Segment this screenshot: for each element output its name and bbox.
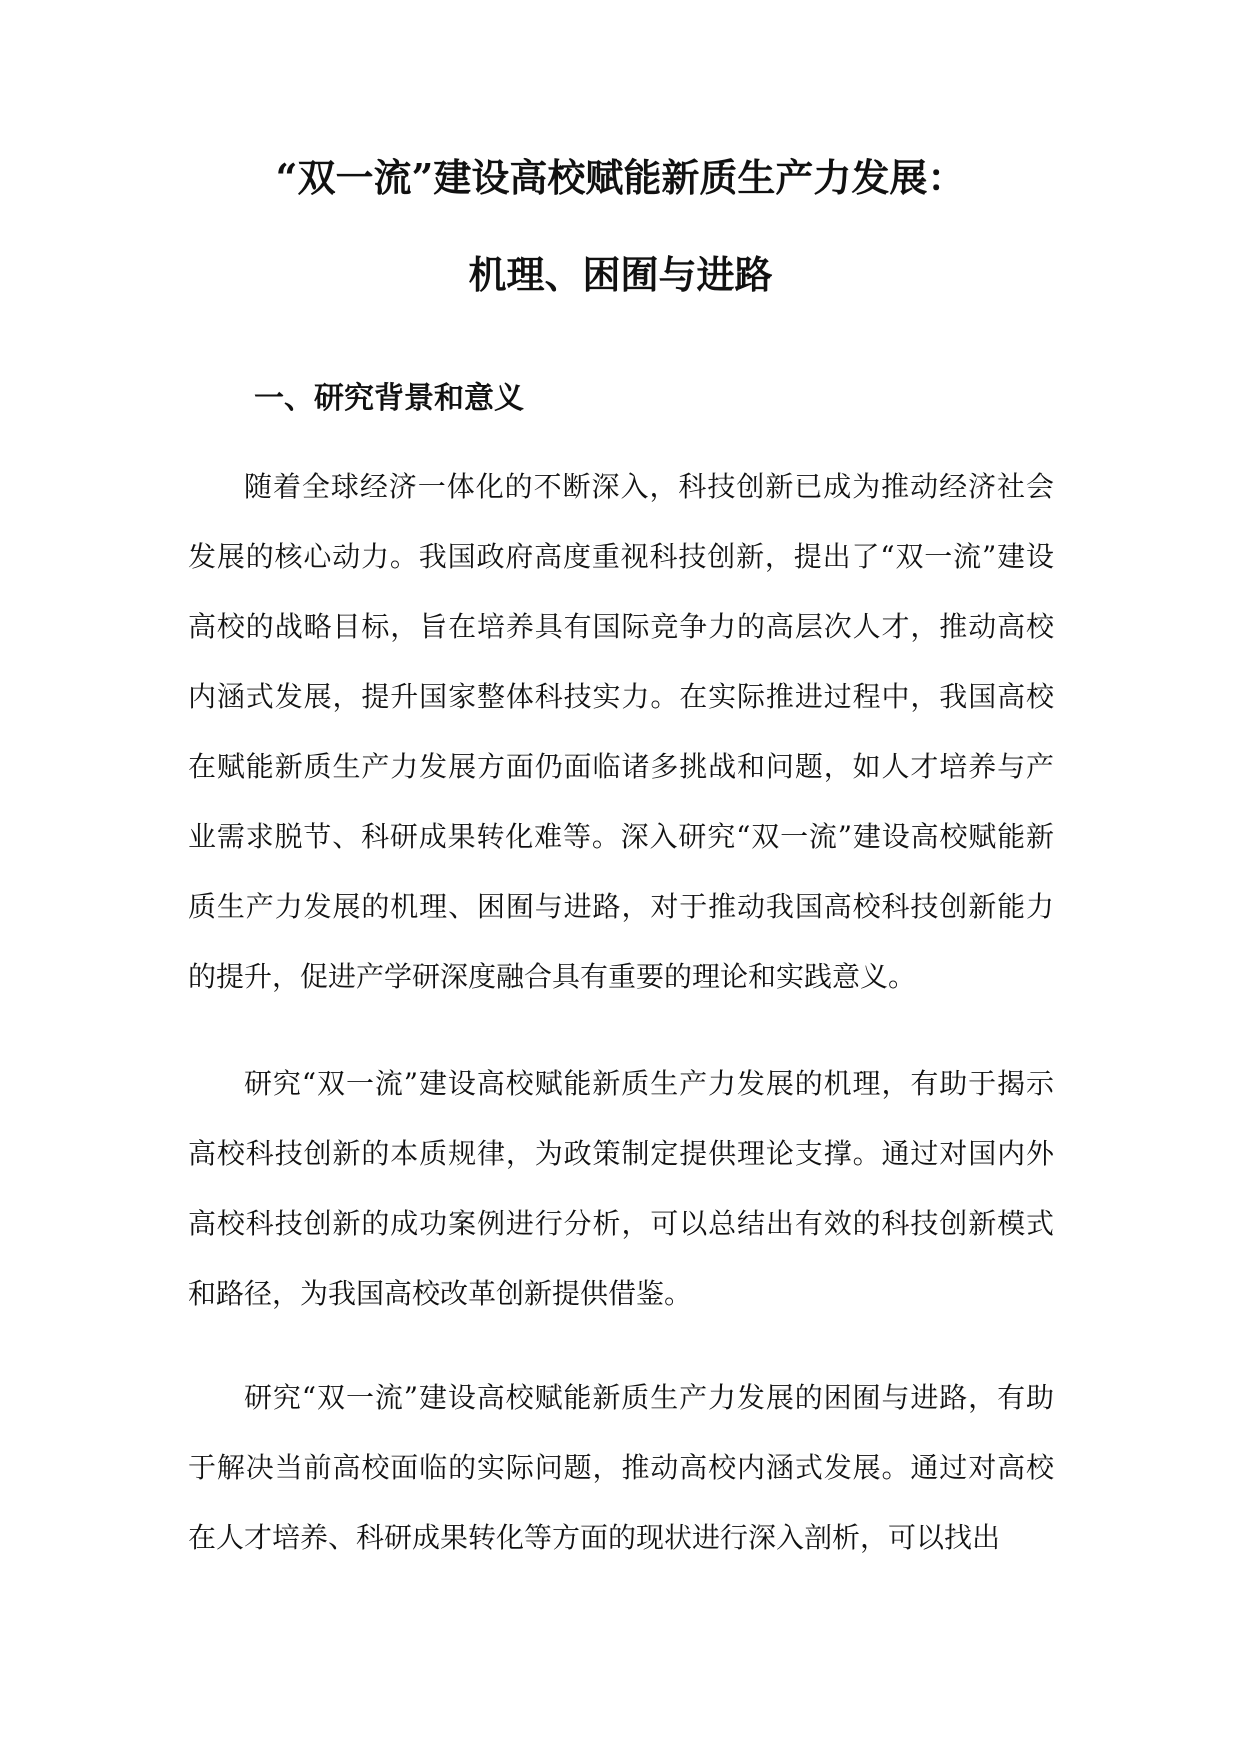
paragraph: 随着全球经济一体化的不断深入，科技创新已成为推动经济社会发展的核心动力。我国政府高度重视科技创新，提出了“双一流”建设高校的战略目标，旨在培养具有国际竞争力的高层次人才，推动高校内涵式发展，提升国家整体科技实力。在实际推进过程中，我国高校在赋能新质生产力发展方面仍面临诸多挑战和问题，如人才培养与产业需求脱节、科研成果转化难等。深入研究“双一流”建设高校赋能新质生产力发展的机理、困囿与进路，对于推动我国高校科技创新能力的提升，促进产学研深度融合具有重要的理论和实践意义。 (188, 470, 1054, 993)
paragraph: 研究“双一流”建设高校赋能新质生产力发展的机理，有助于揭示高校科技创新的本质规律，为政策制定提供理论支撑。通过对国内外高校科技创新的成功案例进行分析，可以总结出有效的科技创新模式和路径，为我国高校改革创新提供借鉴。 (188, 1067, 1054, 1310)
document-title-line-1: “双一流”建设高校赋能新质生产力发展： (275, 155, 966, 200)
paragraph-3-block (188, 1363, 1054, 1573)
paragraph-1-block (188, 452, 1054, 1012)
paragraph-2-block (188, 1049, 1054, 1329)
paragraph: 研究“双一流”建设高校赋能新质生产力发展的困囿与进路，有助于解决当前高校面临的实际问题，推动高校内涵式发展。通过对高校在人才培养、科研成果转化等方面的现状进行深入剖析，可以找出 (188, 1381, 1054, 1554)
section-heading: 一、研究背景和意义 (254, 381, 524, 416)
document-title-line-2: 机理、困囿与进路 (468, 252, 773, 297)
